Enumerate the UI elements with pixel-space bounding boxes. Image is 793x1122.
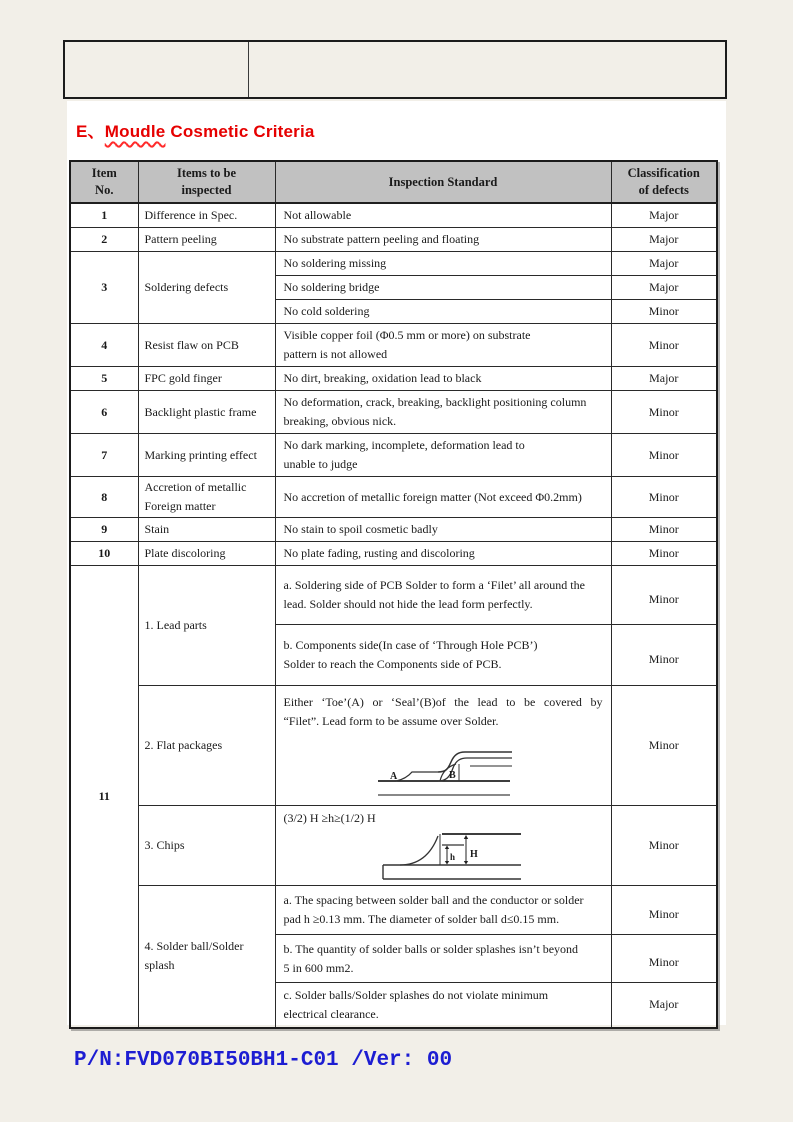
cell-item-no: 11 bbox=[70, 566, 138, 1028]
cell-classification: Minor bbox=[611, 566, 717, 625]
cell-item: Stain bbox=[138, 518, 275, 542]
cell-item-lead-parts: 1. Lead parts bbox=[138, 566, 275, 686]
cell-classification: Minor bbox=[611, 324, 717, 367]
cell-classification: Minor bbox=[611, 477, 717, 518]
table-row bbox=[70, 252, 717, 276]
cell-standard: No cold soldering bbox=[275, 300, 611, 324]
section-title bbox=[76, 117, 315, 142]
cell-classification: Major bbox=[611, 203, 717, 228]
cell-classification: Minor bbox=[611, 935, 717, 983]
cell-standard-flat-packages: Either ‘Toe’(A) or ‘Seal’(B)of the lead to be covered by “Filet”. Lead form to be assume over Solder. A B bbox=[275, 686, 611, 806]
cell-item-no: 5 bbox=[70, 367, 138, 391]
cell-standard: No soldering bridge bbox=[275, 276, 611, 300]
table-row bbox=[70, 477, 717, 518]
cell-standard: No plate fading, rusting and discoloring bbox=[275, 542, 611, 566]
cell-item: FPC gold finger bbox=[138, 367, 275, 391]
cell-standard: No accretion of metallic foreign matter (Not exceed Φ0.2mm) bbox=[275, 477, 611, 518]
header-box-right-cell bbox=[249, 42, 725, 97]
cell-standard: No stain to spoil cosmetic badly bbox=[275, 518, 611, 542]
cell-classification: Minor bbox=[611, 518, 717, 542]
cell-classification: Major bbox=[611, 983, 717, 1028]
cell-item: Plate discoloring bbox=[138, 542, 275, 566]
part-number-footer: P/N:FVD070BI50BH1-C01 /Ver: 00 bbox=[74, 1049, 453, 1072]
section-title-prefix: E、 bbox=[76, 122, 105, 141]
cell-item-solder-ball: 4. Solder ball/Solder splash bbox=[138, 886, 275, 1028]
cell-standard: a. Soldering side of PCB Solder to form a ‘Filet’ all around the lead. Solder should not hide the lead form perfectly. bbox=[275, 566, 611, 625]
cell-item-no: 8 bbox=[70, 477, 138, 518]
cell-classification: Minor bbox=[611, 434, 717, 477]
cell-classification: Major bbox=[611, 276, 717, 300]
diagram-label-a: A bbox=[390, 771, 398, 782]
cell-item-no: 6 bbox=[70, 391, 138, 434]
diagram-label-b: B bbox=[449, 770, 456, 781]
table-row bbox=[70, 324, 717, 367]
cell-standard: Not allowable bbox=[275, 203, 611, 228]
cell-item-flat-packages: 2. Flat packages bbox=[138, 686, 275, 806]
table-row bbox=[70, 542, 717, 566]
cell-standard: No substrate pattern peeling and floating bbox=[275, 228, 611, 252]
cell-classification: Minor bbox=[611, 391, 717, 434]
cosmetic-criteria-table bbox=[69, 160, 718, 1029]
cell-standard: a. The spacing between solder ball and the conductor or solder pad h ≥0.13 mm. The diameter of solder ball d≤0.15 mm. bbox=[275, 886, 611, 935]
table-row bbox=[70, 203, 717, 228]
header-items-inspected: Items to be inspected bbox=[138, 161, 275, 203]
cell-item: Soldering defects bbox=[138, 252, 275, 324]
cell-item-no: 10 bbox=[70, 542, 138, 566]
cell-classification: Minor bbox=[611, 886, 717, 935]
table-row bbox=[70, 886, 717, 935]
chip-solder-height-diagram bbox=[380, 829, 525, 883]
cell-standard-chips bbox=[275, 806, 611, 886]
table-row bbox=[70, 391, 717, 434]
table-row bbox=[70, 367, 717, 391]
cell-item: Accretion of metallic Foreign matter bbox=[138, 477, 275, 518]
cell-item: Marking printing effect bbox=[138, 434, 275, 477]
cell-item: Difference in Spec. bbox=[138, 203, 275, 228]
table-row bbox=[70, 566, 717, 625]
table-row bbox=[70, 434, 717, 477]
header-box bbox=[63, 40, 727, 99]
cell-item-no: 9 bbox=[70, 518, 138, 542]
header-classification: Classification of defects bbox=[611, 161, 717, 203]
cell-standard: No deformation, crack, breaking, backlight positioning column breaking, obvious nick. bbox=[275, 391, 611, 434]
cell-classification: Major bbox=[611, 367, 717, 391]
cell-standard: No soldering missing bbox=[275, 252, 611, 276]
cell-standard: No dirt, breaking, oxidation lead to black bbox=[275, 367, 611, 391]
cell-item: Resist flaw on PCB bbox=[138, 324, 275, 367]
cell-classification: Minor bbox=[611, 806, 717, 886]
cell-item-no: 3 bbox=[70, 252, 138, 324]
cell-item-no: 4 bbox=[70, 324, 138, 367]
chips-formula: (3/2) H ≥h≥(1/2) H bbox=[283, 811, 376, 825]
cell-item-no: 7 bbox=[70, 434, 138, 477]
diagram-label-h: h bbox=[449, 852, 455, 862]
cell-standard: c. Solder balls/Solder splashes do not violate minimum electrical clearance. bbox=[275, 983, 611, 1028]
header-inspection-standard: Inspection Standard bbox=[275, 161, 611, 203]
cell-item-no: 1 bbox=[70, 203, 138, 228]
table-row bbox=[70, 228, 717, 252]
table-row bbox=[70, 686, 717, 806]
table-row bbox=[70, 518, 717, 542]
section-title-suffix: Cosmetic Criteria bbox=[165, 122, 315, 141]
cell-standard: No dark marking, incomplete, deformation lead to unable to judge bbox=[275, 434, 611, 477]
cell-classification: Minor bbox=[611, 686, 717, 806]
content-sheet bbox=[67, 101, 726, 1025]
diagram-label-H: H bbox=[469, 849, 478, 860]
cell-standard: Visible copper foil (Φ0.5 mm or more) on substrate pattern is not allowed bbox=[275, 324, 611, 367]
cell-classification: Minor bbox=[611, 300, 717, 324]
header-item-no: Item No. bbox=[70, 161, 138, 203]
header-box-left-cell bbox=[65, 42, 249, 97]
section-title-misspelled-word: Moudle bbox=[104, 122, 166, 141]
flat-package-lead-diagram bbox=[368, 737, 518, 799]
table-row bbox=[70, 806, 717, 886]
table-header-row bbox=[70, 161, 717, 203]
cell-standard: b. The quantity of solder balls or solder splashes isn’t beyond 5 in 600 mm2. bbox=[275, 935, 611, 983]
cell-classification: Minor bbox=[611, 542, 717, 566]
cell-item: Pattern peeling bbox=[138, 228, 275, 252]
cell-item: Backlight plastic frame bbox=[138, 391, 275, 434]
cell-classification: Major bbox=[611, 228, 717, 252]
cell-standard: b. Components side(In case of ‘Through Hole PCB’) Solder to reach the Components side of PCB. bbox=[275, 625, 611, 686]
cell-item-no: 2 bbox=[70, 228, 138, 252]
cell-item-chips: 3. Chips bbox=[138, 806, 275, 886]
cell-classification: Major bbox=[611, 252, 717, 276]
cell-classification: Minor bbox=[611, 625, 717, 686]
